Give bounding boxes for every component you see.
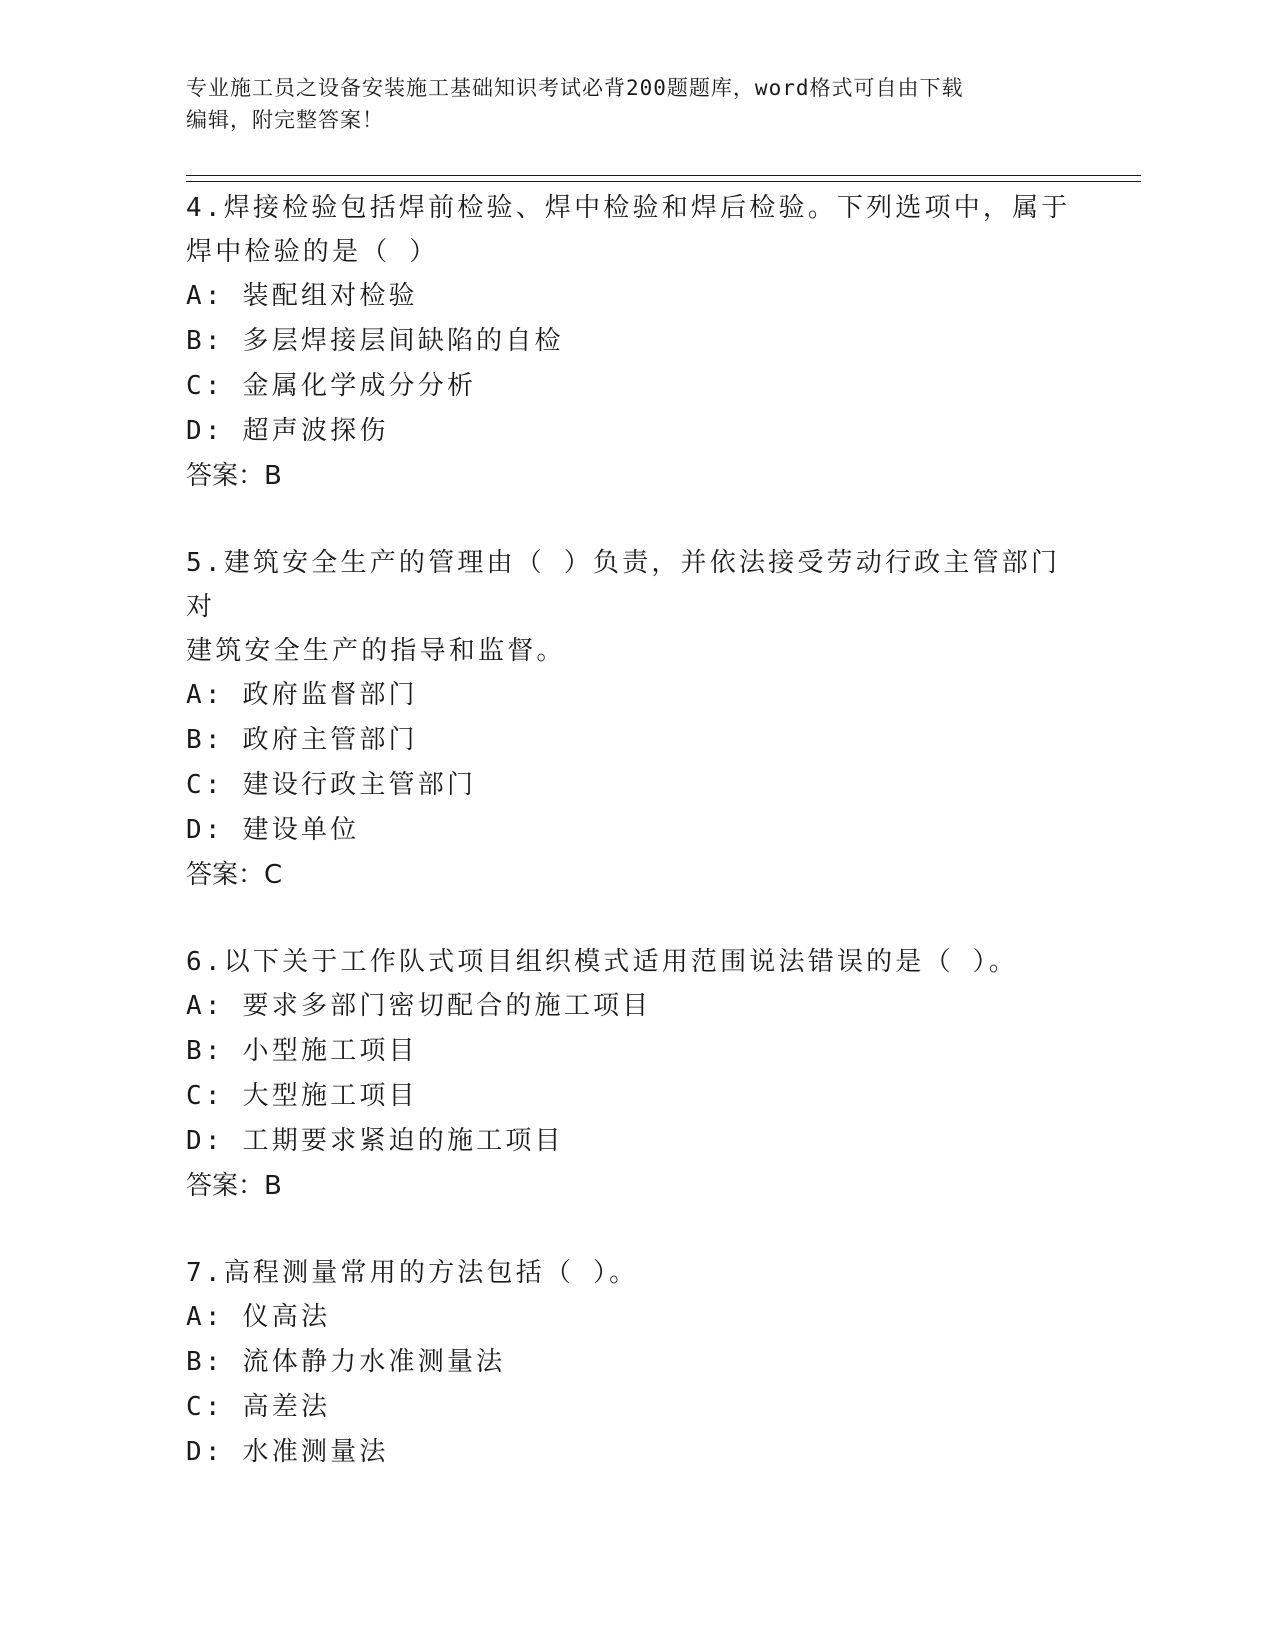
option-d: D: 工期要求紧迫的施工项目	[186, 1126, 564, 1156]
option-b: B: 流体静力水准测量法	[186, 1347, 506, 1377]
option-b: B: 政府主管部门	[186, 725, 418, 755]
header-rule-top	[186, 175, 1141, 176]
option-c: C: 大型施工项目	[186, 1081, 418, 1111]
answer: 答案：B	[186, 461, 282, 491]
option-b: B: 多层焊接层间缺陷的自检	[186, 326, 564, 356]
question-text-line: 建筑安全生产的指导和监督。	[186, 636, 566, 666]
question-5	[186, 541, 1086, 898]
answer: 答案：C	[186, 860, 283, 890]
option-d: D: 建设单位	[186, 815, 360, 845]
answer: 答案：B	[186, 1171, 282, 1201]
question-text-line: 5.建筑安全生产的管理由（ ）负责，并依法接受劳动行政主管部门对	[186, 548, 1061, 622]
option-c: C: 建设行政主管部门	[186, 770, 477, 800]
option-a: A: 要求多部门密切配合的施工项目	[186, 991, 652, 1021]
question-7	[186, 1251, 1086, 1475]
header-line-2: 编辑，附完整答案！	[186, 108, 384, 132]
option-b: B: 小型施工项目	[186, 1036, 418, 1066]
option-a: A: 政府监督部门	[186, 680, 418, 710]
option-a: A: 装配组对检验	[186, 281, 418, 311]
option-d: D: 水准测量法	[186, 1437, 389, 1467]
document-header	[186, 72, 1086, 136]
header-line-1: 专业施工员之设备安装施工基础知识考试必背200题题库，word格式可自由下载	[186, 76, 964, 100]
question-4	[186, 186, 1086, 499]
option-c: C: 高差法	[186, 1392, 331, 1422]
question-list	[186, 186, 1086, 1517]
question-6	[186, 940, 1086, 1209]
question-text-line: 7.高程测量常用的方法包括（ ）。	[186, 1258, 639, 1288]
option-d: D: 超声波探伤	[186, 416, 389, 446]
question-text-line: 焊中检验的是（ ）	[186, 237, 439, 267]
option-c: C: 金属化学成分分析	[186, 371, 477, 401]
header-rule-bottom	[186, 181, 1141, 182]
question-text-line: 6.以下关于工作队式项目组织模式适用范围说法错误的是（ ）。	[186, 947, 1018, 977]
option-a: A: 仪高法	[186, 1302, 331, 1332]
question-text-line: 4.焊接检验包括焊前检验、焊中检验和焊后检验。下列选项中，属于	[186, 193, 1071, 223]
